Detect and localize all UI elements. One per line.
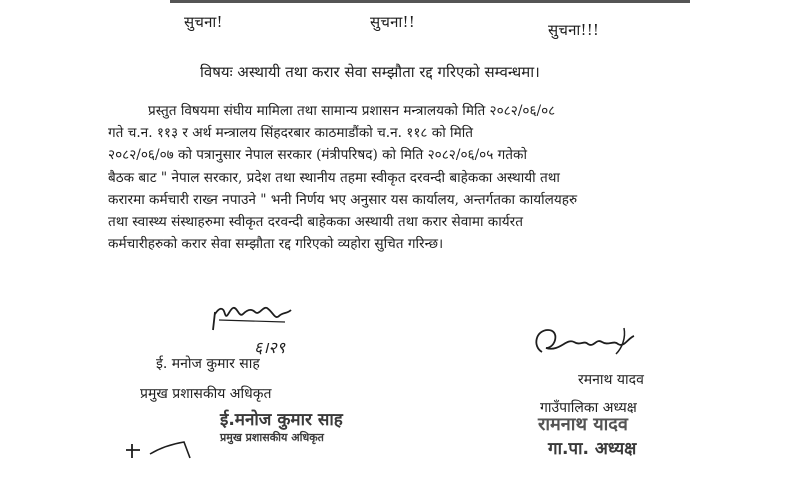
body-line: गते च.न. ११३ र अर्थ मन्त्रालय सिंहदरबार काठमाडौंको च.न. ११८ को मिति <box>108 125 473 142</box>
left-signatory-name: ई. मनोज कुमार साह <box>156 356 260 372</box>
left-stamp-title: प्रमुख प्रशासकीय अधिकृत <box>220 431 324 444</box>
body-line: तथा स्वास्थ्य संस्थाहरुमा स्वीकृत दरवन्दी बाहेकका अस्थायी तथा करार सेवामा कार्यरत <box>108 214 523 231</box>
right-stamp-name: रामनाथ यादव <box>538 414 628 435</box>
notice-heading-2: सुचना!! <box>370 13 415 31</box>
signature-date: ६।२९ <box>254 338 286 357</box>
right-signatory-name: रमनाथ यादव <box>578 372 644 388</box>
top-rule <box>170 0 690 3</box>
initials-mark <box>120 430 200 470</box>
right-signature <box>530 318 640 368</box>
body-line: बैठक बाट " नेपाल सरकार, प्रदेश तथा स्थानीय तहमा स्वीकृत दरवन्दी बाहेकका अस्थायी तथा <box>108 169 560 186</box>
body-line: प्रस्तुत विषयमा संघीय मामिला तथा सामान्य प्रशासन मन्त्रालयको मिति २०८२/०६/०८ <box>148 103 556 119</box>
notice-heading-1: सुचना! <box>184 13 223 31</box>
right-signatory-title: गाउँपालिका अध्यक्ष <box>540 400 637 416</box>
left-stamp-name: ई.मनोज कुमार साह <box>220 410 343 430</box>
body-line: कर्मचारीहरुको करार सेवा सम्झौता रद्द गरिएको व्यहोरा सुचित गरिन्छ। <box>108 236 444 253</box>
body-line: करारमा कर्मचारी राख्न नपाउने " भनी निर्णय भए अनुसार यस कार्यालय, अन्तर्गतका कार्यालयहरु <box>108 191 578 208</box>
left-signatory-title: प्रमुख प्रशासकीय अधिकृत <box>140 386 272 402</box>
body-paragraph <box>108 100 720 255</box>
right-stamp-title: गा.पा. अध्यक्ष <box>548 439 637 459</box>
body-line: २०८२/०६/०७ को पत्रानुसार नेपाल सरकार (मंत्रीपरिषद) को मिति २०८२/०६/०५ गतेको <box>108 147 527 164</box>
notice-heading-3: सुचना!!! <box>548 21 600 39</box>
subject-line: विषयः अस्थायी तथा करार सेवा सम्झौता रद्द गरिएको सम्वन्धमा। <box>200 63 540 81</box>
